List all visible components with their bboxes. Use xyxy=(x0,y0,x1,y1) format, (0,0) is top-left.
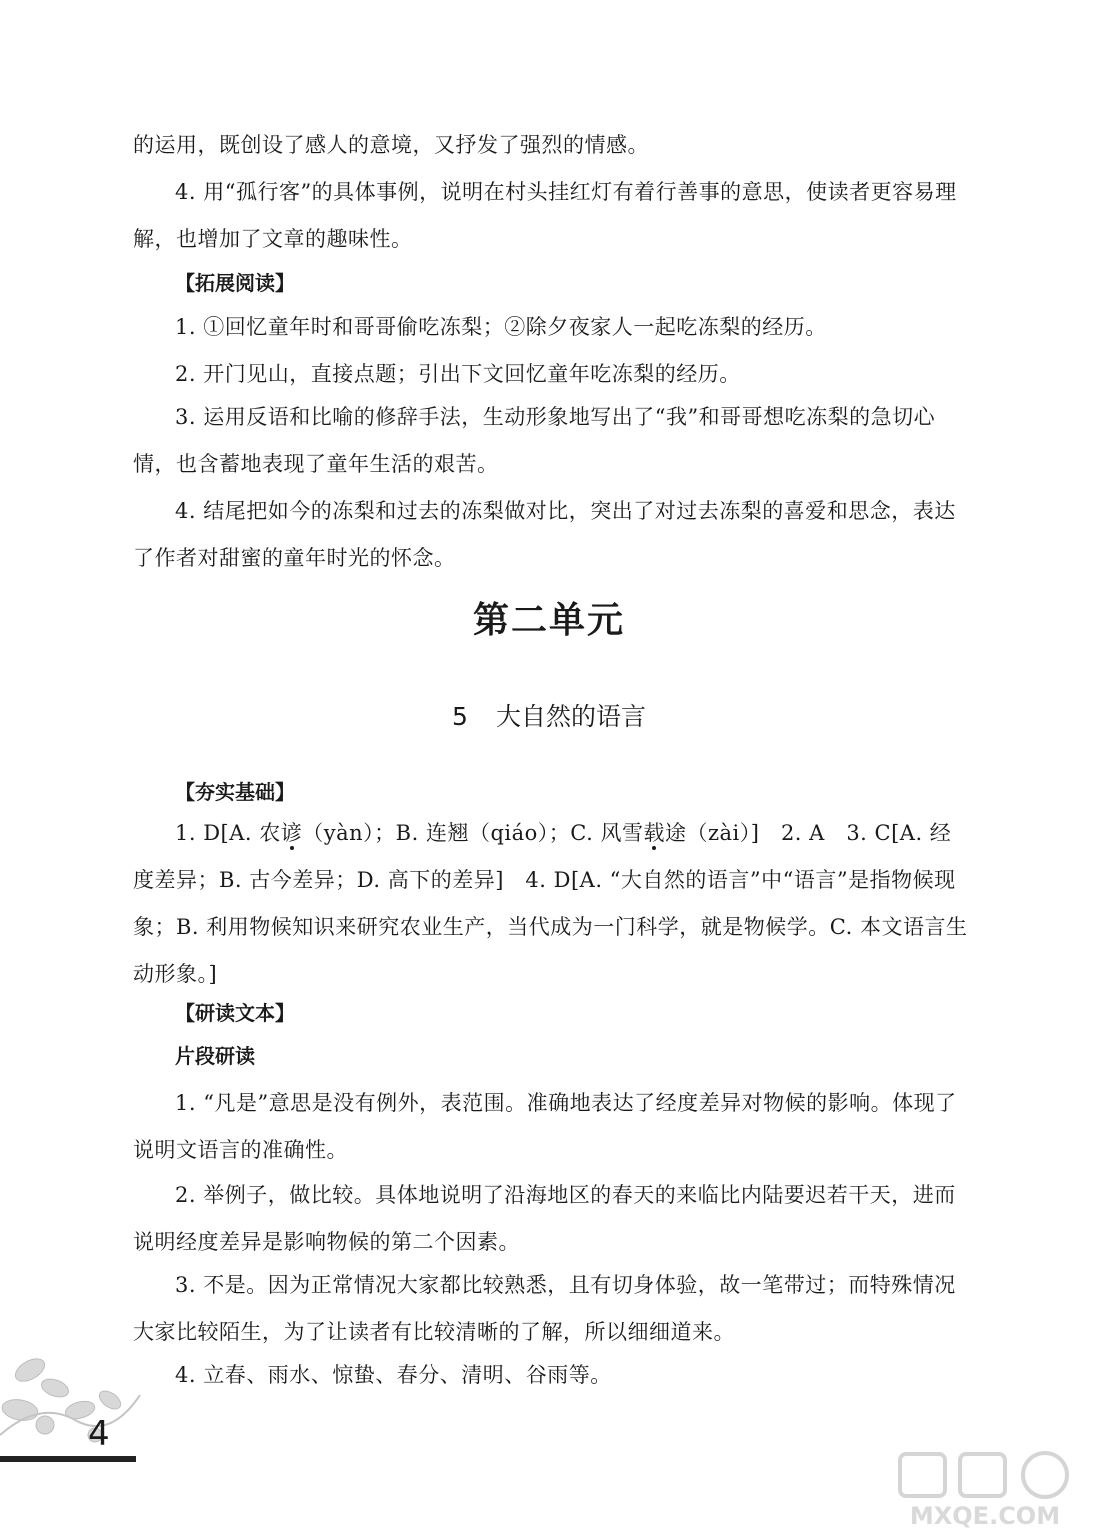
basics-text: 途（zài）] 2. A 3. C[A. 经度差异；B. 古今差异；D. 高下的差异] 4. D[A. “大自然的语言”中“语言”是指物候现象；B. 利用物候知识来研究农业生产，当代成为一门科学，就是物候学。C. 本文语言生动形象。] xyxy=(133,821,968,986)
answer-item: 3. 不是。因为正常情况大家都比较熟悉，且有切身体验，故一笔带过；而特殊情况大家比较陌生，为了让读者有比较清晰的了解，所以细细道来。 xyxy=(133,1273,956,1344)
basics-answers xyxy=(133,810,968,998)
answer-item: 2. 开门见山，直接点题；引出下文回忆童年吃冻梨的经历。 xyxy=(175,362,741,386)
answer-item: 1. “凡是”意思是没有例外，表范围。准确地表达了经度差异对物候的影响。体现了说明文语言的准确性。 xyxy=(133,1091,957,1162)
section-heading-extended-reading: 【拓展阅读】 xyxy=(175,271,295,295)
answer-item: 3. 运用反语和比喻的修辞手法，生动形象地写出了“我”和哥哥想吃冻梨的急切心情，也含蓄地表现了童年生活的艰苦。 xyxy=(133,405,936,476)
emphasis-dot-char: 谚 xyxy=(280,821,303,845)
footer-rule xyxy=(0,1456,136,1462)
page-number: 4 xyxy=(88,1414,110,1454)
watermark-text: MXQE.COM xyxy=(909,1502,1061,1530)
lesson-number: 5 xyxy=(452,702,468,731)
answer-item: 4. 立春、雨水、惊蛰、春分、清明、谷雨等。 xyxy=(175,1363,612,1387)
section-heading-study: 【研读文本】 xyxy=(175,1001,295,1025)
emphasis-dot-char: 载 xyxy=(643,821,665,845)
basics-text: （yàn）；B. 连翘（qiáo）；C. 风雪 xyxy=(302,821,644,845)
continued-paragraph: 的运用，既创设了感人的意境，又抒发了强烈的情感。 xyxy=(133,133,649,157)
watermark xyxy=(890,1446,1080,1530)
answer-item: 2. 举例子，做比较。具体地说明了沿海地区的春天的来临比内陆要迟若干天，进而说明经度差异是影响物候的第二个因素。 xyxy=(133,1183,956,1254)
watermark-logo-icon xyxy=(890,1446,1080,1506)
lesson-name: 大自然的语言 xyxy=(495,702,646,731)
lesson-title xyxy=(0,697,1098,733)
section-heading-basics: 【夯实基础】 xyxy=(175,780,295,804)
answer-item: 1. ①回忆童年时和哥哥偷吃冻梨；②除夕夜家人一起吃冻梨的经历。 xyxy=(175,315,827,339)
unit-title: 第二单元 xyxy=(472,600,625,641)
subheading-fragment-study: 片段研读 xyxy=(175,1044,255,1068)
answer-item: 4. 用“孤行客”的具体事例，说明在村头挂红灯有着行善事的意思，使读者更容易理解，也增加了文章的趣味性。 xyxy=(133,180,957,251)
basics-text: 1. D[A. 农 xyxy=(175,821,281,845)
floral-decoration-icon xyxy=(0,1340,150,1450)
answer-item: 4. 结尾把如今的冻梨和过去的冻梨做对比，突出了对过去冻梨的喜爱和思念，表达了作者对甜蜜的童年时光的怀念。 xyxy=(133,499,956,570)
